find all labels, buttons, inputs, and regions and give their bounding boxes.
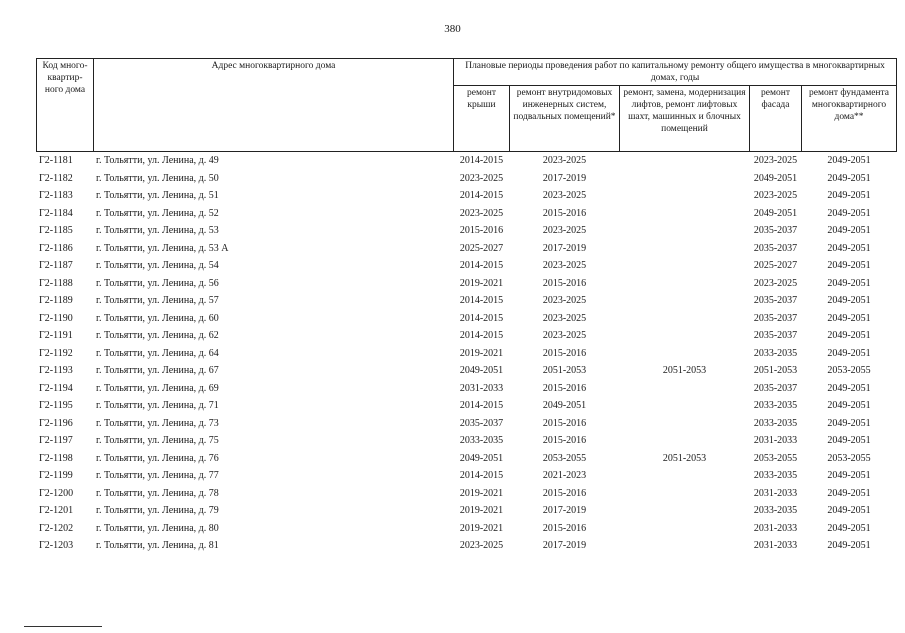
cell-elevators: [620, 152, 750, 170]
table-row: [37, 485, 897, 503]
table-row: [37, 240, 897, 258]
cell-code: Г2-1190: [39, 312, 73, 324]
cell-foundation: 2049-2051: [827, 540, 871, 552]
cell-elevators: [620, 485, 750, 503]
cell-systems: 2017-2019: [542, 242, 587, 254]
cell-facade: 2035-2037: [753, 312, 798, 324]
cell-roof: 2014-2015: [459, 330, 504, 342]
cell-foundation: 2049-2051: [827, 417, 871, 429]
cell-code: Г2-1196: [39, 417, 73, 429]
cell-elevators: [620, 380, 750, 398]
cell-elevators: [620, 345, 750, 363]
table-row: [37, 205, 897, 223]
cell-roof: 2014-2015: [459, 312, 504, 324]
header-periods: Плановые периоды проведения работ по капитальному ремонту общего имущества в многоквартирных домах, годы: [454, 59, 897, 86]
cell-code: Г2-1198: [39, 452, 73, 464]
cell-elevators: [620, 397, 750, 415]
header-elevators: ремонт, замена, модернизация лифтов, ремонт лифтовых шахт, машинных и блочных помещений: [620, 86, 750, 152]
cell-address: г. Тольятти, ул. Ленина, д. 51: [96, 190, 219, 202]
cell-code: Г2-1194: [39, 382, 73, 394]
table-row: [37, 222, 897, 240]
cell-systems: 2015-2016: [542, 417, 587, 429]
header-facade: ремонт фасада: [750, 86, 802, 152]
cell-roof: 2019-2021: [459, 487, 504, 499]
cell-roof: 2014-2015: [459, 260, 504, 272]
cell-systems: 2015-2016: [542, 382, 587, 394]
cell-roof: 2023-2025: [459, 207, 504, 219]
cell-elevators: [620, 257, 750, 275]
cell-code: Г2-1193: [39, 365, 73, 377]
header-roof: ремонт крыши: [454, 86, 510, 152]
table-row: [37, 432, 897, 450]
cell-code: Г2-1201: [39, 505, 74, 517]
cell-elevators: 2051-2053: [662, 365, 707, 377]
table-row: [37, 450, 897, 468]
cell-foundation: 2049-2051: [827, 330, 871, 342]
cell-systems: 2015-2016: [542, 347, 587, 359]
cell-foundation: 2049-2051: [827, 172, 871, 184]
cell-foundation: 2049-2051: [827, 260, 871, 272]
cell-facade: 2025-2027: [753, 260, 798, 272]
cell-roof: 2015-2016: [459, 225, 504, 237]
cell-systems: 2023-2025: [542, 190, 587, 202]
cell-systems: 2023-2025: [542, 312, 587, 324]
table-body: [37, 152, 897, 555]
cell-facade: 2031-2033: [753, 435, 798, 447]
cell-facade: 2031-2033: [753, 522, 798, 534]
cell-code: Г2-1185: [39, 225, 73, 237]
cell-roof: 2019-2021: [459, 522, 504, 534]
cell-systems: 2049-2051: [542, 400, 587, 412]
cell-address: г. Тольятти, ул. Ленина, д. 53 А: [96, 242, 229, 254]
cell-elevators: [620, 275, 750, 293]
cell-systems: 2015-2016: [542, 487, 587, 499]
cell-roof: 2014-2015: [459, 155, 504, 167]
cell-address: г. Тольятти, ул. Ленина, д. 71: [96, 400, 219, 412]
cell-foundation: 2049-2051: [827, 470, 871, 482]
cell-systems: 2017-2019: [542, 540, 587, 552]
table-row: [37, 362, 897, 380]
cell-systems: 2023-2025: [542, 225, 587, 237]
table-row: [37, 467, 897, 485]
cell-elevators: [620, 467, 750, 485]
cell-address: г. Тольятти, ул. Ленина, д. 60: [96, 312, 219, 324]
cell-systems: 2051-2053: [542, 365, 587, 377]
cell-code: Г2-1182: [39, 172, 73, 184]
table-row: [37, 327, 897, 345]
cell-code: Г2-1203: [39, 540, 74, 552]
cell-systems: 2021-2023: [542, 470, 587, 482]
table-header: [37, 59, 897, 152]
table-row: [37, 520, 897, 538]
cell-code: Г2-1189: [39, 295, 73, 307]
cell-code: Г2-1200: [39, 487, 74, 499]
cell-facade: 2049-2051: [753, 207, 798, 219]
cell-foundation: 2049-2051: [827, 505, 871, 517]
cell-facade: 2035-2037: [753, 242, 798, 254]
cell-elevators: [620, 170, 750, 188]
table-row: [37, 397, 897, 415]
table-row: [37, 345, 897, 363]
cell-systems: 2023-2025: [542, 295, 587, 307]
table-row: [37, 152, 897, 170]
cell-address: г. Тольятти, ул. Ленина, д. 81: [96, 540, 219, 552]
cell-facade: 2033-2035: [753, 347, 798, 359]
cell-address: г. Тольятти, ул. Ленина, д. 76: [96, 452, 219, 464]
cell-address: г. Тольятти, ул. Ленина, д. 56: [96, 277, 219, 289]
cell-address: г. Тольятти, ул. Ленина, д. 69: [96, 382, 219, 394]
table-row: [37, 537, 897, 555]
cell-address: г. Тольятти, ул. Ленина, д. 67: [96, 365, 219, 377]
table-row: [37, 170, 897, 188]
cell-code: Г2-1202: [39, 522, 74, 534]
cell-systems: 2023-2025: [542, 155, 587, 167]
cell-elevators: [620, 310, 750, 328]
table-row: [37, 380, 897, 398]
cell-facade: 2033-2035: [753, 417, 798, 429]
cell-code: Г2-1191: [39, 330, 73, 342]
cell-code: Г2-1188: [39, 277, 73, 289]
cell-roof: 2019-2021: [459, 347, 504, 359]
cell-address: г. Тольятти, ул. Ленина, д. 57: [96, 295, 219, 307]
cell-roof: 2049-2051: [459, 452, 504, 464]
table-row: [37, 502, 897, 520]
cell-roof: 2014-2015: [459, 400, 504, 412]
page-number: 380: [444, 23, 461, 35]
cell-foundation: 2049-2051: [827, 155, 871, 167]
cell-address: г. Тольятти, ул. Ленина, д. 50: [96, 172, 219, 184]
cell-foundation: 2049-2051: [827, 382, 871, 394]
cell-roof: 2049-2051: [459, 365, 504, 377]
cell-code: Г2-1195: [39, 400, 73, 412]
cell-address: г. Тольятти, ул. Ленина, д. 62: [96, 330, 219, 342]
header-systems: ремонт внутридомовых инженерных систем, подвальных помещений*: [510, 86, 620, 152]
cell-facade: 2033-2035: [753, 400, 798, 412]
cell-code: Г2-1199: [39, 470, 73, 482]
cell-facade: 2023-2025: [753, 155, 798, 167]
cell-elevators: [620, 222, 750, 240]
cell-foundation: 2049-2051: [827, 487, 871, 499]
cell-code: Г2-1186: [39, 242, 73, 254]
cell-code: Г2-1181: [39, 155, 73, 167]
cell-foundation: 2049-2051: [827, 277, 871, 289]
cell-foundation: 2049-2051: [827, 207, 871, 219]
cell-elevators: [620, 205, 750, 223]
header-address: Адрес многоквартирного дома: [94, 59, 454, 152]
cell-address: г. Тольятти, ул. Ленина, д. 64: [96, 347, 219, 359]
cell-facade: 2051-2053: [753, 365, 798, 377]
cell-code: Г2-1197: [39, 435, 73, 447]
cell-elevators: [620, 292, 750, 310]
table-row: [37, 257, 897, 275]
cell-systems: 2015-2016: [542, 277, 587, 289]
cell-facade: 2035-2037: [753, 382, 798, 394]
cell-elevators: [620, 327, 750, 345]
cell-facade: 2035-2037: [753, 330, 798, 342]
cell-systems: 2015-2016: [542, 522, 587, 534]
cell-address: г. Тольятти, ул. Ленина, д. 73: [96, 417, 219, 429]
cell-address: г. Тольятти, ул. Ленина, д. 78: [96, 487, 219, 499]
cell-facade: 2033-2035: [753, 470, 798, 482]
cell-systems: 2053-2055: [542, 452, 587, 464]
cell-facade: 2053-2055: [753, 452, 798, 464]
cell-roof: 2014-2015: [459, 470, 504, 482]
cell-roof: 2023-2025: [459, 172, 504, 184]
cell-elevators: [620, 432, 750, 450]
cell-foundation: 2049-2051: [827, 435, 871, 447]
cell-foundation: 2053-2055: [827, 452, 871, 464]
cell-facade: 2031-2033: [753, 540, 798, 552]
cell-address: г. Тольятти, ул. Ленина, д. 80: [96, 522, 219, 534]
cell-foundation: 2049-2051: [827, 347, 871, 359]
cell-foundation: 2049-2051: [827, 225, 871, 237]
header-code: Код много-квартир-ного дома: [37, 59, 94, 152]
cell-roof: 2014-2015: [459, 295, 504, 307]
cell-elevators: [620, 415, 750, 433]
cell-elevators: [620, 520, 750, 538]
cell-foundation: 2049-2051: [827, 190, 871, 202]
cell-systems: 2023-2025: [542, 330, 587, 342]
cell-roof: 2014-2015: [459, 190, 504, 202]
table-row: [37, 415, 897, 433]
cell-facade: 2023-2025: [753, 277, 798, 289]
cell-foundation: 2053-2055: [827, 365, 871, 377]
cell-address: г. Тольятти, ул. Ленина, д. 75: [96, 435, 219, 447]
cell-systems: 2015-2016: [542, 207, 587, 219]
cell-address: г. Тольятти, ул. Ленина, д. 79: [96, 505, 219, 517]
cell-foundation: 2049-2051: [827, 312, 871, 324]
cell-code: Г2-1184: [39, 207, 73, 219]
cell-roof: 2033-2035: [459, 435, 504, 447]
cell-roof: 2019-2021: [459, 277, 504, 289]
cell-elevators: [620, 187, 750, 205]
table-row: [37, 187, 897, 205]
cell-elevators: 2051-2053: [662, 452, 707, 464]
cell-facade: 2031-2033: [753, 487, 798, 499]
cell-address: г. Тольятти, ул. Ленина, д. 49: [96, 155, 219, 167]
cell-address: г. Тольятти, ул. Ленина, д. 52: [96, 207, 219, 219]
cell-roof: 2025-2027: [459, 242, 504, 254]
cell-facade: 2035-2037: [753, 295, 798, 307]
cell-address: г. Тольятти, ул. Ленина, д. 54: [96, 260, 219, 272]
cell-foundation: 2049-2051: [827, 400, 871, 412]
table-row: [37, 292, 897, 310]
cell-systems: 2015-2016: [542, 435, 587, 447]
cell-systems: 2023-2025: [542, 260, 587, 272]
cell-elevators: [620, 502, 750, 520]
cell-foundation: 2049-2051: [827, 242, 871, 254]
cell-roof: 2031-2033: [459, 382, 504, 394]
cell-code: Г2-1183: [39, 190, 73, 202]
cell-roof: 2023-2025: [459, 540, 504, 552]
cell-code: Г2-1192: [39, 347, 73, 359]
capital-repair-schedule-table: [36, 58, 897, 555]
cell-facade: 2049-2051: [753, 172, 798, 184]
cell-facade: 2033-2035: [753, 505, 798, 517]
cell-systems: 2017-2019: [542, 172, 587, 184]
cell-code: Г2-1187: [39, 260, 73, 272]
cell-address: г. Тольятти, ул. Ленина, д. 53: [96, 225, 219, 237]
cell-systems: 2017-2019: [542, 505, 587, 517]
cell-elevators: [620, 240, 750, 258]
cell-elevators: [620, 537, 750, 555]
cell-facade: 2035-2037: [753, 225, 798, 237]
cell-facade: 2023-2025: [753, 190, 798, 202]
cell-address: г. Тольятти, ул. Ленина, д. 77: [96, 470, 219, 482]
cell-roof: 2019-2021: [459, 505, 504, 517]
footnote-divider: [24, 626, 102, 627]
cell-roof: 2035-2037: [459, 417, 504, 429]
cell-foundation: 2049-2051: [827, 522, 871, 534]
table-row: [37, 275, 897, 293]
table-row: [37, 310, 897, 328]
cell-foundation: 2049-2051: [827, 295, 871, 307]
header-foundation: ремонт фундамента многоквартирного дома**: [802, 86, 897, 152]
